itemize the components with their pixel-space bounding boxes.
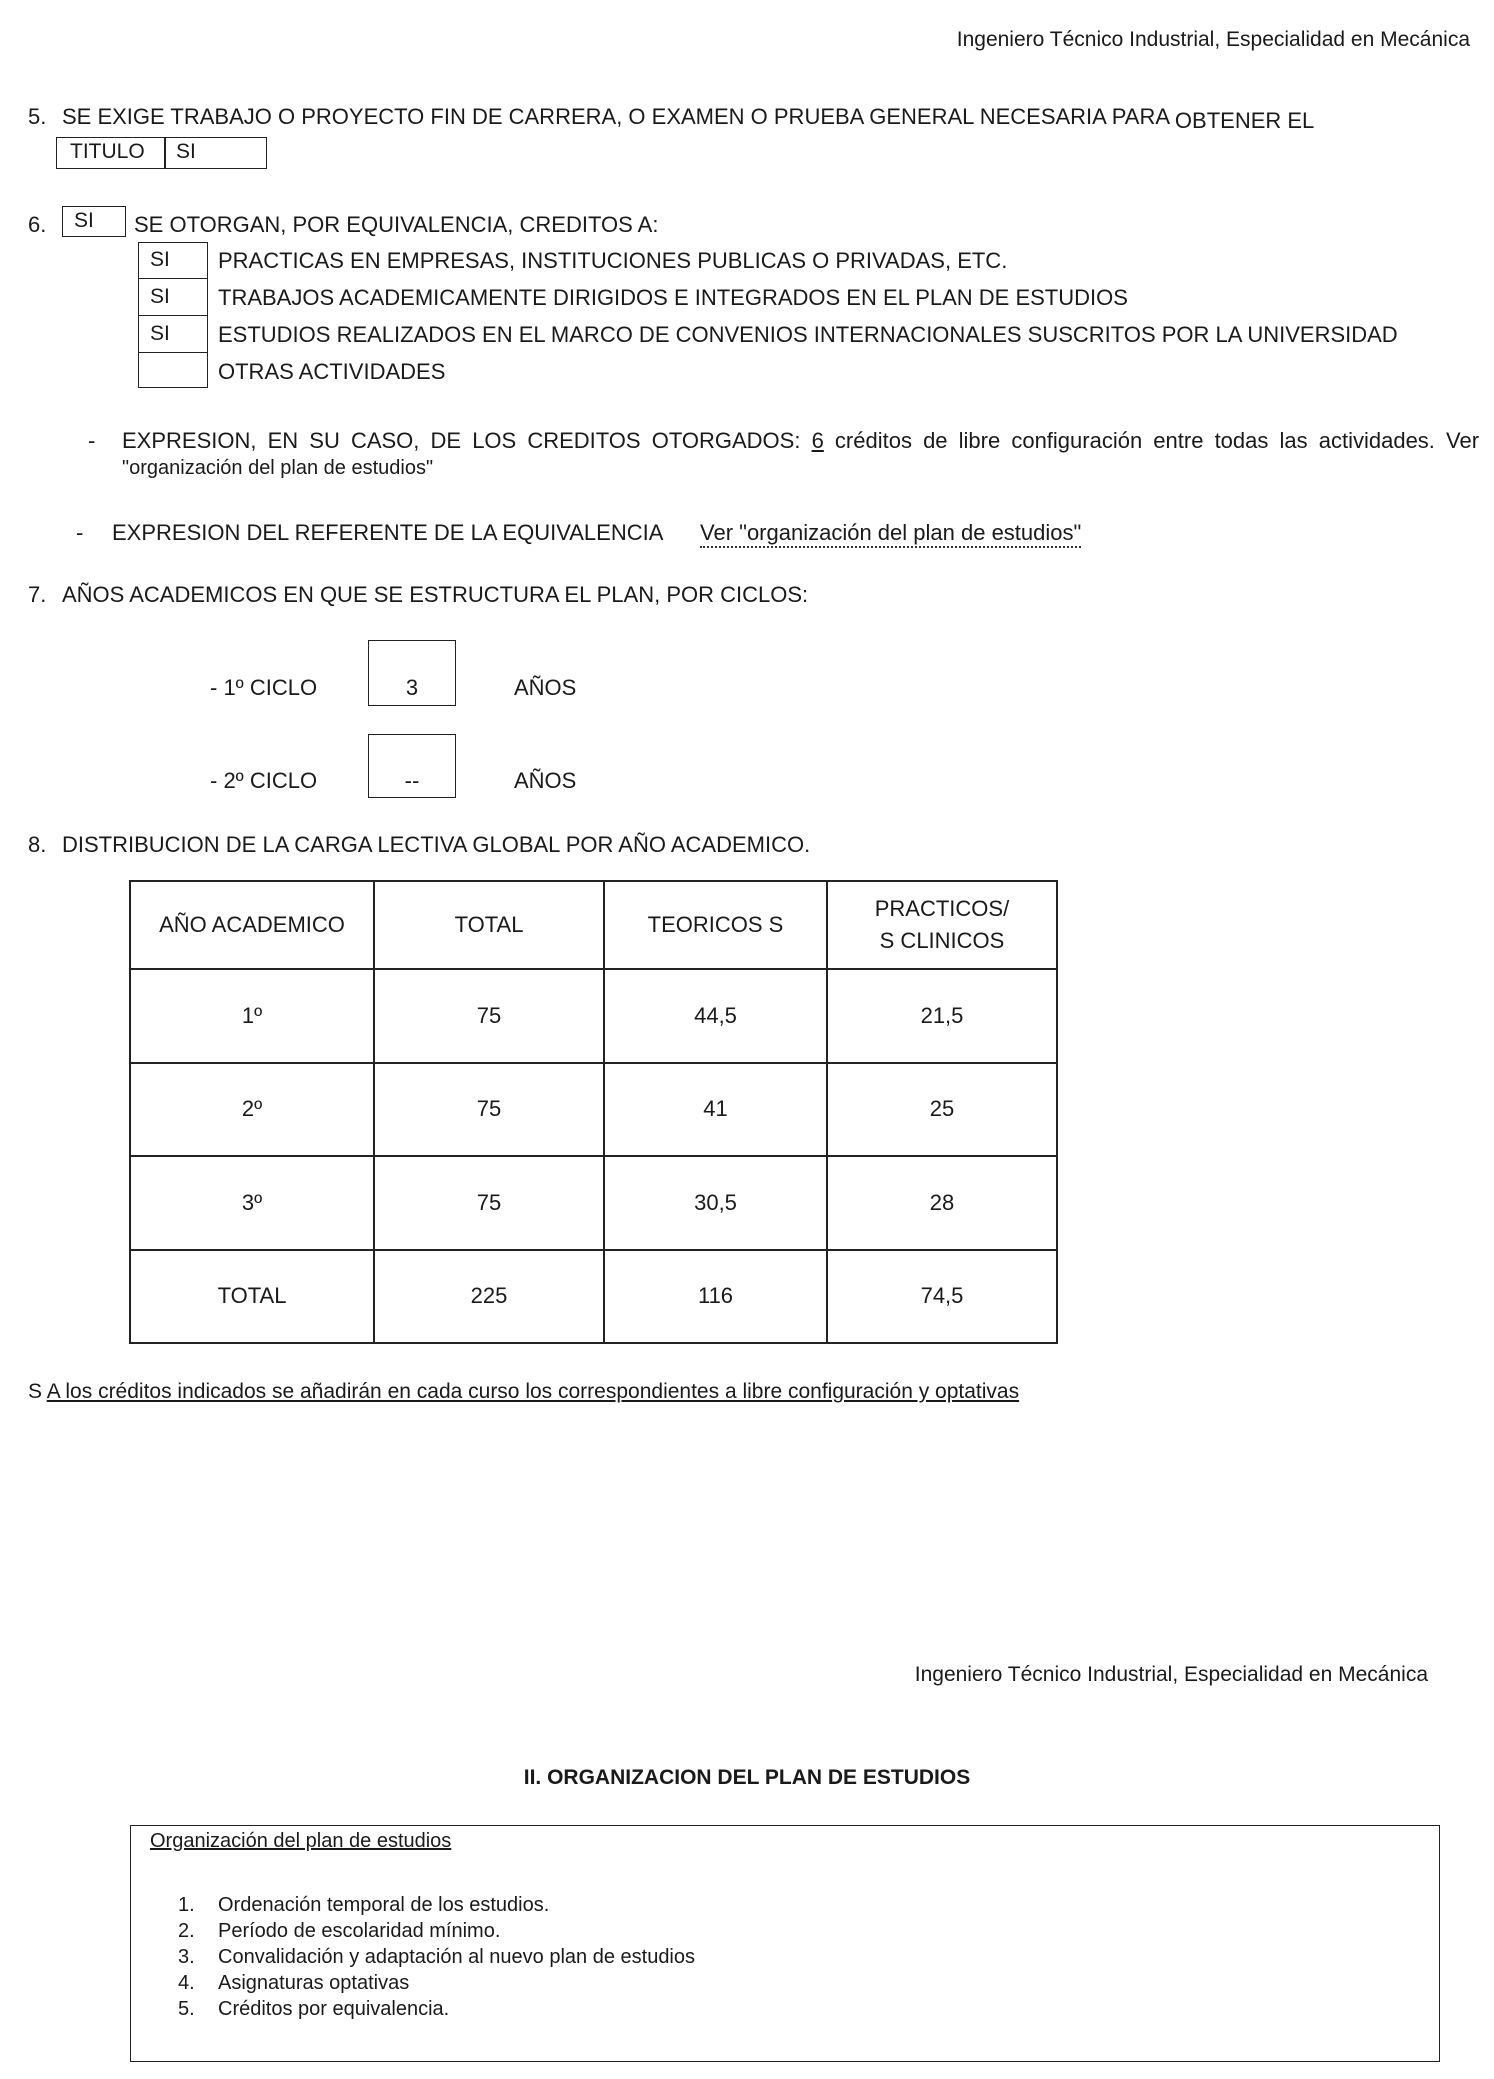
item-5-text-main: SE EXIGE TRABAJO O PROYECTO FIN DE CARRERA, O EXAMEN O PRUEBA GENERAL NECESARIA PARA	[62, 104, 1175, 129]
ref-value: Ver "organización del plan de estudios"	[700, 520, 1081, 548]
table-cell: 2º	[130, 1063, 374, 1157]
table-cell: 21,5	[827, 969, 1057, 1063]
item-6-number: 6.	[28, 212, 47, 237]
table-cell: 74,5	[827, 1250, 1057, 1344]
table-cell: TOTAL	[130, 1250, 374, 1344]
header-cell: PRACTICOS/ S CLINICOS	[827, 881, 1057, 969]
table-cell: 225	[374, 1250, 604, 1344]
ref-label: EXPRESION DEL REFERENTE DE LA EQUIVALENCIA	[112, 520, 664, 545]
footnote-text: A los créditos indicados se añadirán en cada curso los correspondientes a libre configuración y optativas	[46, 1380, 1020, 1403]
ciclo-unit: AÑOS	[514, 675, 577, 700]
option-value: SI	[150, 322, 170, 345]
option-label: ESTUDIOS REALIZADOS EN EL MARCO DE CONVENIOS INTERNACIONALES SUSCRITOS POR LA UNIVERSIDAD	[218, 322, 1398, 347]
item-6-box	[62, 206, 126, 237]
section-title: II. ORGANIZACION DEL PLAN DE ESTUDIOS	[523, 1766, 971, 1789]
item-5-text-raised: OBTENER EL	[1174, 108, 1315, 133]
ciclo-value: --	[404, 768, 420, 793]
ciclo-label: - 1º CICLO	[210, 675, 318, 700]
ciclo-unit: AÑOS	[514, 768, 577, 793]
ciclo-label: - 2º CICLO	[210, 768, 318, 793]
table-cell: 3º	[130, 1156, 374, 1250]
option-label: OTRAS ACTIVIDADES	[218, 359, 446, 384]
footnote-mark: S	[28, 1380, 43, 1403]
titulo-label: TITULO	[70, 140, 145, 163]
table-cell: 75	[374, 969, 604, 1063]
list-item	[178, 1944, 695, 1970]
page-header-2: Ingeniero Técnico Industrial, Especialidad en Mecánica	[914, 1663, 1428, 1686]
credits-text: créditos de libre configuración entre todas las actividades. Ver	[823, 428, 1480, 453]
table-row	[130, 1156, 1057, 1250]
item-6-text: SE OTORGAN, POR EQUIVALENCIA, CREDITOS A:	[134, 212, 659, 237]
divider	[138, 315, 208, 316]
table-cell: 44,5	[604, 969, 827, 1063]
table-cell: 75	[374, 1063, 604, 1157]
item-6-box-value: SI	[74, 209, 94, 232]
list-number: 3.	[178, 1946, 195, 1968]
list-text: Convalidación y adaptación al nuevo plan de estudios	[218, 1946, 696, 1968]
list-item	[178, 1918, 695, 1944]
ciclo-value: 3	[405, 675, 419, 700]
list-number: 5.	[178, 1998, 195, 2020]
titulo-value: SI	[176, 140, 196, 163]
list-text: Período de escolaridad mínimo.	[218, 1920, 501, 1942]
item-8-number: 8.	[28, 832, 47, 857]
header-cell: TOTAL	[374, 881, 604, 969]
list-text: Asignaturas optativas	[218, 1972, 410, 1994]
list-text: Ordenación temporal de los estudios.	[218, 1894, 550, 1916]
option-label: TRABAJOS ACADEMICAMENTE DIRIGIDOS E INTEGRADOS EN EL PLAN DE ESTUDIOS	[218, 285, 1128, 310]
credits-text-continued: "organización del plan de estudios"	[122, 457, 434, 479]
item-5-text	[62, 104, 1315, 133]
credits-value: 6	[811, 428, 824, 453]
table-cell: 28	[827, 1156, 1057, 1250]
option-value: SI	[150, 285, 170, 308]
table-cell: 25	[827, 1063, 1057, 1157]
item-5-number: 5.	[28, 104, 47, 129]
table-cell: 30,5	[604, 1156, 827, 1250]
table-row	[130, 1063, 1057, 1157]
table-cell: 116	[604, 1250, 827, 1344]
list-item	[178, 1996, 695, 2022]
org-list	[178, 1892, 695, 2022]
list-number: 2.	[178, 1920, 195, 1942]
table-cell: 75	[374, 1156, 604, 1250]
list-number: 4.	[178, 1972, 195, 1994]
list-text: Créditos por equivalencia.	[218, 1998, 450, 2020]
table-row	[130, 1250, 1057, 1344]
org-title: Organización del plan de estudios	[150, 1830, 452, 1852]
divider	[138, 352, 208, 353]
header-cell: TEORICOS S	[604, 881, 827, 969]
list-item	[178, 1970, 695, 1996]
item-7-text: AÑOS ACADEMICOS EN QUE SE ESTRUCTURA EL PLAN, POR CICLOS:	[62, 582, 809, 607]
option-label: PRACTICAS EN EMPRESAS, INSTITUCIONES PUBLICAS O PRIVADAS, ETC.	[218, 248, 1008, 273]
item-7-number: 7.	[28, 582, 47, 607]
table-cell: 1º	[130, 969, 374, 1063]
list-number: 1.	[178, 1894, 195, 1916]
credits-line	[122, 428, 1479, 454]
credits-label: EXPRESION, EN SU CASO, DE LOS CREDITOS OTORGADOS:	[122, 428, 801, 453]
item-8-text: DISTRIBUCION DE LA CARGA LECTIVA GLOBAL POR AÑO ACADEMICO.	[62, 832, 811, 857]
bullet-dash: -	[88, 428, 96, 453]
table-header-row	[130, 881, 1057, 969]
table-cell: 41	[604, 1063, 827, 1157]
carga-lectiva-table	[129, 880, 1058, 1344]
table-row	[130, 969, 1057, 1063]
page-header: Ingeniero Técnico Industrial, Especialidad en Mecánica	[956, 28, 1470, 51]
header-cell: AÑO ACADEMICO	[130, 881, 374, 969]
footnote	[28, 1380, 1019, 1404]
option-value: SI	[150, 248, 170, 271]
divider	[138, 278, 208, 279]
list-item	[178, 1892, 695, 1918]
bullet-dash: -	[76, 520, 84, 545]
